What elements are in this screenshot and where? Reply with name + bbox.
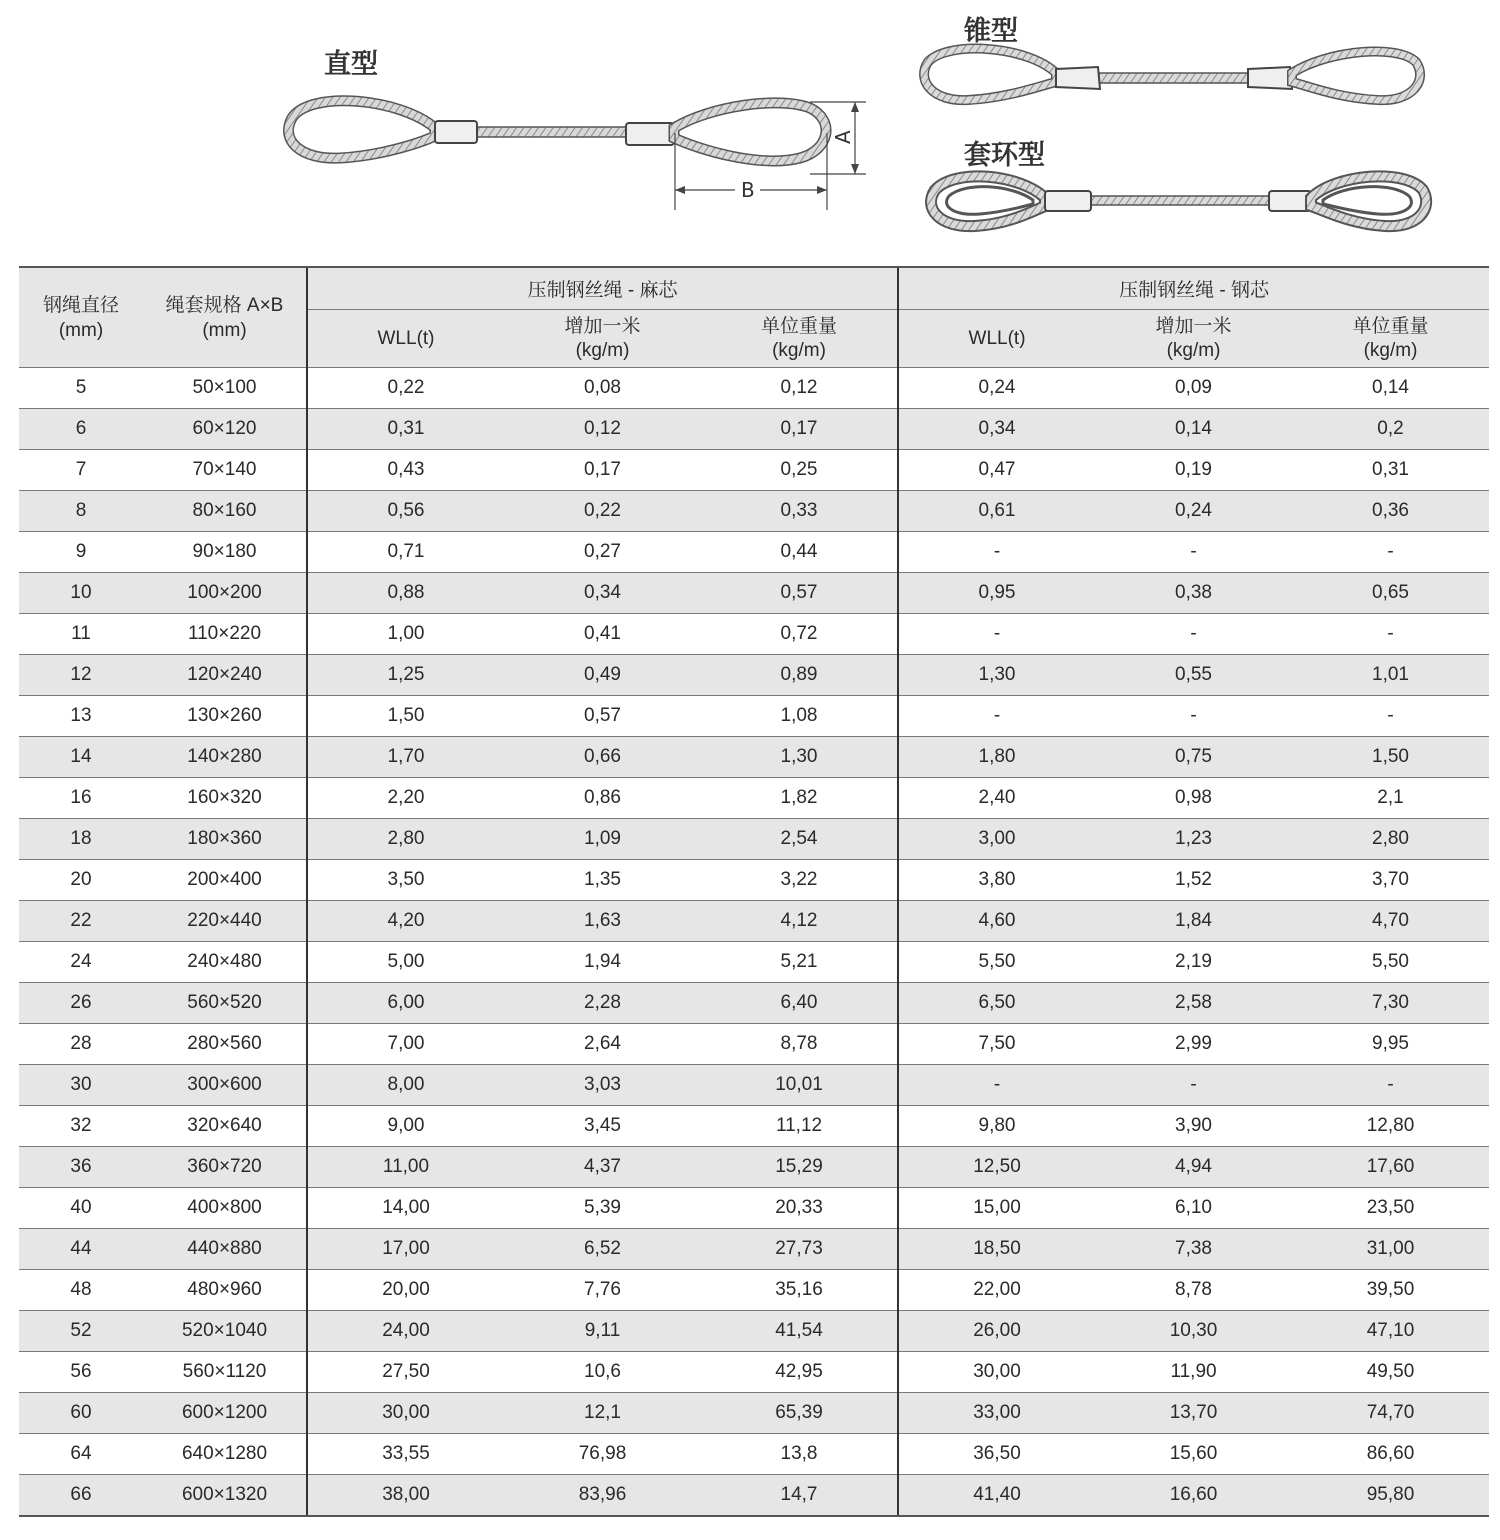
rope-body <box>476 127 626 137</box>
fiber-unit-weight-cell: 0,25 <box>701 450 898 491</box>
table-row <box>19 860 1489 901</box>
steel-unit-weight-cell: 0,31 <box>1292 450 1489 491</box>
right-taper-ferrule <box>1248 67 1292 89</box>
fiber-wll-cell: 2,80 <box>307 819 504 860</box>
fiber-wll-cell: 0,88 <box>307 573 504 614</box>
size-cell: 90×180 <box>143 532 307 573</box>
size-cell: 70×140 <box>143 450 307 491</box>
table-row <box>19 655 1489 696</box>
steel-wll-cell: 1,30 <box>898 655 1095 696</box>
steel-add-meter-cell: 0,14 <box>1095 409 1292 450</box>
fiber-add-meter-cell: 0,27 <box>504 532 701 573</box>
diameter-cell: 20 <box>19 860 143 901</box>
table-row <box>19 450 1489 491</box>
dimension-a-label: A <box>831 130 855 144</box>
fiber-wll-cell: 11,00 <box>307 1147 504 1188</box>
steel-wll-cell: - <box>898 696 1095 737</box>
table-row <box>19 1065 1489 1106</box>
fiber-wll-cell: 24,00 <box>307 1311 504 1352</box>
steel-wll-cell: 7,50 <box>898 1024 1095 1065</box>
steel-wll-cell: 33,00 <box>898 1393 1095 1434</box>
steel-add-meter-cell: 0,75 <box>1095 737 1292 778</box>
steel-unit-weight-header: 单位重量 (kg/m) <box>1292 310 1489 368</box>
fiber-add-meter-cell: 0,12 <box>504 409 701 450</box>
diameter-cell: 30 <box>19 1065 143 1106</box>
table-row <box>19 1434 1489 1475</box>
fiber-add-meter-cell: 0,41 <box>504 614 701 655</box>
table-row <box>19 901 1489 942</box>
left-thimble-ferrule <box>1045 191 1091 211</box>
steel-unit-weight-cell: 86,60 <box>1292 1434 1489 1475</box>
fiber-unit-weight-cell: 3,22 <box>701 860 898 901</box>
fiber-wll-cell: 14,00 <box>307 1188 504 1229</box>
diameter-cell: 24 <box>19 942 143 983</box>
diameter-cell: 5 <box>19 368 143 409</box>
steel-unit-weight-cell: 9,95 <box>1292 1024 1489 1065</box>
diameter-cell: 32 <box>19 1106 143 1147</box>
table-row <box>19 1311 1489 1352</box>
steel-wll-cell: 0,47 <box>898 450 1095 491</box>
fiber-wll-cell: 17,00 <box>307 1229 504 1270</box>
diameter-cell: 28 <box>19 1024 143 1065</box>
taper-sling-illustration <box>918 40 1438 120</box>
size-cell: 280×560 <box>143 1024 307 1065</box>
fiber-add-meter-cell: 12,1 <box>504 1393 701 1434</box>
steel-wll-cell: 41,40 <box>898 1475 1095 1517</box>
size-header: 绳套规格 A×B (mm) <box>143 267 307 368</box>
fiber-wll-cell: 33,55 <box>307 1434 504 1475</box>
fiber-wll-cell: 1,70 <box>307 737 504 778</box>
size-cell: 440×880 <box>143 1229 307 1270</box>
steel-add-meter-cell: - <box>1095 696 1292 737</box>
steel-unit-weight-cell: 0,36 <box>1292 491 1489 532</box>
steel-unit-weight-cell: 7,30 <box>1292 983 1489 1024</box>
fiber-add-meter-cell: 1,09 <box>504 819 701 860</box>
diameter-cell: 56 <box>19 1352 143 1393</box>
table-row <box>19 942 1489 983</box>
size-cell: 600×1200 <box>143 1393 307 1434</box>
right-eye-loop <box>674 103 826 161</box>
steel-add-meter-cell: 0,09 <box>1095 368 1292 409</box>
steel-add-meter-cell: 13,70 <box>1095 1393 1292 1434</box>
steel-add-meter-cell: 16,60 <box>1095 1475 1292 1517</box>
fiber-unit-weight-cell: 13,8 <box>701 1434 898 1475</box>
steel-wll-cell: 4,60 <box>898 901 1095 942</box>
fiber-wll-cell: 20,00 <box>307 1270 504 1311</box>
table-row <box>19 1024 1489 1065</box>
fiber-wll-cell: 1,00 <box>307 614 504 655</box>
straight-type-label: 直型 <box>324 49 378 80</box>
steel-add-meter-cell: 4,94 <box>1095 1147 1292 1188</box>
steel-unit-weight-cell: 1,50 <box>1292 737 1489 778</box>
steel-wll-cell: 1,80 <box>898 737 1095 778</box>
fiber-add-meter-cell: 4,37 <box>504 1147 701 1188</box>
size-cell: 160×320 <box>143 778 307 819</box>
steel-unit-weight-cell: - <box>1292 1065 1489 1106</box>
diameter-cell: 9 <box>19 532 143 573</box>
fiber-add-meter-cell: 83,96 <box>504 1475 701 1517</box>
fiber-wll-cell: 0,31 <box>307 409 504 450</box>
fiber-unit-weight-cell: 0,57 <box>701 573 898 614</box>
steel-unit-weight-cell: 47,10 <box>1292 1311 1489 1352</box>
steel-wll-cell: - <box>898 1065 1095 1106</box>
table-row <box>19 1352 1489 1393</box>
steel-unit-weight-cell: 0,2 <box>1292 409 1489 450</box>
steel-unit-weight-cell: 31,00 <box>1292 1229 1489 1270</box>
steel-unit-weight-cell: 2,1 <box>1292 778 1489 819</box>
fiber-add-meter-cell: 0,17 <box>504 450 701 491</box>
fiber-unit-weight-cell: 1,08 <box>701 696 898 737</box>
thimble-sling-illustration <box>925 166 1435 238</box>
table-row <box>19 1270 1489 1311</box>
table-row <box>19 409 1489 450</box>
diameter-cell: 8 <box>19 491 143 532</box>
fiber-unit-weight-cell: 10,01 <box>701 1065 898 1106</box>
table-row <box>19 1393 1489 1434</box>
fiber-wll-cell: 0,71 <box>307 532 504 573</box>
fiber-wll-header: WLL(t) <box>307 310 504 368</box>
diameter-cell: 7 <box>19 450 143 491</box>
steel-unit-weight-cell: 2,80 <box>1292 819 1489 860</box>
steel-add-meter-cell: 7,38 <box>1095 1229 1292 1270</box>
fiber-add-meter-cell: 0,66 <box>504 737 701 778</box>
table-row <box>19 614 1489 655</box>
fiber-add-meter-cell: 6,52 <box>504 1229 701 1270</box>
size-cell: 180×360 <box>143 819 307 860</box>
steel-add-meter-cell: 0,98 <box>1095 778 1292 819</box>
size-cell: 130×260 <box>143 696 307 737</box>
fiber-add-meter-cell: 1,94 <box>504 942 701 983</box>
diameter-cell: 22 <box>19 901 143 942</box>
fiber-unit-weight-cell: 1,82 <box>701 778 898 819</box>
fiber-add-meter-cell: 5,39 <box>504 1188 701 1229</box>
steel-wll-cell: 0,24 <box>898 368 1095 409</box>
steel-wll-cell: 0,95 <box>898 573 1095 614</box>
fiber-add-meter-cell: 76,98 <box>504 1434 701 1475</box>
thimble-type-label: 套环型 <box>964 140 1045 171</box>
fiber-add-meter-cell: 0,57 <box>504 696 701 737</box>
fiber-wll-cell: 30,00 <box>307 1393 504 1434</box>
size-cell: 480×960 <box>143 1270 307 1311</box>
size-cell: 560×1120 <box>143 1352 307 1393</box>
steel-wll-cell: 2,40 <box>898 778 1095 819</box>
table-row <box>19 1188 1489 1229</box>
steel-add-meter-cell: 10,30 <box>1095 1311 1292 1352</box>
steel-unit-weight-cell: 1,01 <box>1292 655 1489 696</box>
fiber-unit-weight-cell: 0,89 <box>701 655 898 696</box>
steel-wll-cell: 30,00 <box>898 1352 1095 1393</box>
size-cell: 560×520 <box>143 983 307 1024</box>
steel-add-meter-cell: 2,19 <box>1095 942 1292 983</box>
specification-table <box>19 266 1489 1517</box>
fiber-unit-weight-cell: 0,33 <box>701 491 898 532</box>
steel-add-meter-cell: 1,84 <box>1095 901 1292 942</box>
fiber-add-meter-cell: 3,03 <box>504 1065 701 1106</box>
table-row <box>19 532 1489 573</box>
table-row <box>19 491 1489 532</box>
right-ferrule <box>626 123 674 145</box>
fiber-unit-weight-cell: 4,12 <box>701 901 898 942</box>
diameter-cell: 16 <box>19 778 143 819</box>
size-cell: 120×240 <box>143 655 307 696</box>
fiber-add-meter-cell: 1,35 <box>504 860 701 901</box>
table-row <box>19 819 1489 860</box>
steel-wll-cell: 36,50 <box>898 1434 1095 1475</box>
fiber-wll-cell: 38,00 <box>307 1475 504 1517</box>
diameter-cell: 11 <box>19 614 143 655</box>
diameter-cell: 52 <box>19 1311 143 1352</box>
fiber-wll-cell: 27,50 <box>307 1352 504 1393</box>
table-row <box>19 573 1489 614</box>
steel-add-meter-cell: 3,90 <box>1095 1106 1292 1147</box>
fiber-add-meter-cell: 0,86 <box>504 778 701 819</box>
fiber-add-meter-cell: 0,49 <box>504 655 701 696</box>
fiber-core-group-header: 压制钢丝绳 - 麻芯 <box>307 267 898 310</box>
steel-wll-cell: 6,50 <box>898 983 1095 1024</box>
diameter-cell: 18 <box>19 819 143 860</box>
table-row <box>19 696 1489 737</box>
fiber-unit-weight-cell: 15,29 <box>701 1147 898 1188</box>
steel-unit-weight-cell: - <box>1292 614 1489 655</box>
fiber-add-meter-cell: 1,63 <box>504 901 701 942</box>
left-taper-ferrule <box>1056 67 1100 89</box>
fiber-add-meter-cell: 7,76 <box>504 1270 701 1311</box>
size-cell: 50×100 <box>143 368 307 409</box>
fiber-unit-weight-cell: 35,16 <box>701 1270 898 1311</box>
table-body <box>19 368 1489 1517</box>
fiber-wll-cell: 9,00 <box>307 1106 504 1147</box>
steel-unit-weight-cell: 0,65 <box>1292 573 1489 614</box>
table-row <box>19 778 1489 819</box>
size-cell: 200×400 <box>143 860 307 901</box>
size-cell: 110×220 <box>143 614 307 655</box>
steel-unit-weight-cell: - <box>1292 532 1489 573</box>
diameter-cell: 44 <box>19 1229 143 1270</box>
table-row <box>19 368 1489 409</box>
fiber-unit-weight-cell: 14,7 <box>701 1475 898 1517</box>
fiber-wll-cell: 4,20 <box>307 901 504 942</box>
steel-add-meter-header: 增加一米 (kg/m) <box>1095 310 1292 368</box>
steel-add-meter-cell: 0,24 <box>1095 491 1292 532</box>
size-cell: 240×480 <box>143 942 307 983</box>
diameter-cell: 60 <box>19 1393 143 1434</box>
fiber-unit-weight-cell: 41,54 <box>701 1311 898 1352</box>
steel-add-meter-cell: 2,99 <box>1095 1024 1292 1065</box>
steel-unit-weight-cell: 23,50 <box>1292 1188 1489 1229</box>
diameter-cell: 14 <box>19 737 143 778</box>
steel-add-meter-cell: 0,55 <box>1095 655 1292 696</box>
steel-unit-weight-cell: 12,80 <box>1292 1106 1489 1147</box>
size-cell: 320×640 <box>143 1106 307 1147</box>
fiber-unit-weight-cell: 5,21 <box>701 942 898 983</box>
steel-unit-weight-cell: 17,60 <box>1292 1147 1489 1188</box>
fiber-add-meter-header: 增加一米 (kg/m) <box>504 310 701 368</box>
fiber-wll-cell: 0,43 <box>307 450 504 491</box>
diameter-cell: 66 <box>19 1475 143 1517</box>
steel-core-group-header: 压制钢丝绳 - 钢芯 <box>898 267 1489 310</box>
size-cell: 60×120 <box>143 409 307 450</box>
steel-add-meter-cell: 6,10 <box>1095 1188 1292 1229</box>
steel-add-meter-cell: 2,58 <box>1095 983 1292 1024</box>
fiber-unit-weight-cell: 6,40 <box>701 983 898 1024</box>
fiber-unit-weight-cell: 2,54 <box>701 819 898 860</box>
fiber-wll-cell: 6,00 <box>307 983 504 1024</box>
steel-wll-cell: 0,34 <box>898 409 1095 450</box>
steel-add-meter-cell: - <box>1095 532 1292 573</box>
steel-add-meter-cell: 0,38 <box>1095 573 1292 614</box>
diameter-cell: 12 <box>19 655 143 696</box>
steel-unit-weight-cell: 74,70 <box>1292 1393 1489 1434</box>
steel-add-meter-cell: 1,23 <box>1095 819 1292 860</box>
steel-unit-weight-cell: 49,50 <box>1292 1352 1489 1393</box>
left-ferrule <box>435 121 477 143</box>
table-row <box>19 1147 1489 1188</box>
steel-add-meter-cell: 1,52 <box>1095 860 1292 901</box>
steel-add-meter-cell: 0,19 <box>1095 450 1292 491</box>
straight-sling-illustration <box>280 88 900 218</box>
fiber-unit-weight-cell: 11,12 <box>701 1106 898 1147</box>
steel-wll-cell: 15,00 <box>898 1188 1095 1229</box>
fiber-add-meter-cell: 3,45 <box>504 1106 701 1147</box>
fiber-unit-weight-header: 单位重量 (kg/m) <box>701 310 898 368</box>
steel-wll-cell: 18,50 <box>898 1229 1095 1270</box>
steel-wll-cell: 26,00 <box>898 1311 1095 1352</box>
steel-wll-cell: 12,50 <box>898 1147 1095 1188</box>
steel-wll-cell: - <box>898 532 1095 573</box>
fiber-unit-weight-cell: 65,39 <box>701 1393 898 1434</box>
dimension-b-label: B <box>741 178 755 202</box>
fiber-wll-cell: 5,00 <box>307 942 504 983</box>
diameter-cell: 40 <box>19 1188 143 1229</box>
fiber-add-meter-cell: 0,22 <box>504 491 701 532</box>
size-cell: 100×200 <box>143 573 307 614</box>
steel-unit-weight-cell: 5,50 <box>1292 942 1489 983</box>
table-row <box>19 1106 1489 1147</box>
size-cell: 140×280 <box>143 737 307 778</box>
fiber-unit-weight-cell: 42,95 <box>701 1352 898 1393</box>
fiber-wll-cell: 1,25 <box>307 655 504 696</box>
steel-wll-cell: - <box>898 614 1095 655</box>
size-cell: 520×1040 <box>143 1311 307 1352</box>
fiber-unit-weight-cell: 1,30 <box>701 737 898 778</box>
fiber-unit-weight-cell: 27,73 <box>701 1229 898 1270</box>
fiber-wll-cell: 0,22 <box>307 368 504 409</box>
fiber-wll-cell: 8,00 <box>307 1065 504 1106</box>
fiber-add-meter-cell: 0,08 <box>504 368 701 409</box>
diameter-cell: 6 <box>19 409 143 450</box>
steel-unit-weight-cell: 95,80 <box>1292 1475 1489 1517</box>
size-cell: 360×720 <box>143 1147 307 1188</box>
steel-add-meter-cell: 11,90 <box>1095 1352 1292 1393</box>
steel-wll-cell: 22,00 <box>898 1270 1095 1311</box>
steel-add-meter-cell: 15,60 <box>1095 1434 1292 1475</box>
size-cell: 640×1280 <box>143 1434 307 1475</box>
steel-unit-weight-cell: 3,70 <box>1292 860 1489 901</box>
steel-wll-cell: 9,80 <box>898 1106 1095 1147</box>
fiber-unit-weight-cell: 0,44 <box>701 532 898 573</box>
diameter-cell: 26 <box>19 983 143 1024</box>
fiber-wll-cell: 7,00 <box>307 1024 504 1065</box>
diameter-cell: 64 <box>19 1434 143 1475</box>
fiber-add-meter-cell: 9,11 <box>504 1311 701 1352</box>
diameter-header: 钢绳直径 (mm) <box>19 267 143 368</box>
steel-unit-weight-cell: 39,50 <box>1292 1270 1489 1311</box>
steel-wll-cell: 3,00 <box>898 819 1095 860</box>
steel-unit-weight-cell: 4,70 <box>1292 901 1489 942</box>
size-cell: 220×440 <box>143 901 307 942</box>
table-row <box>19 1229 1489 1270</box>
steel-add-meter-cell: - <box>1095 614 1292 655</box>
diameter-cell: 13 <box>19 696 143 737</box>
steel-unit-weight-cell: - <box>1292 696 1489 737</box>
steel-wll-cell: 5,50 <box>898 942 1095 983</box>
fiber-wll-cell: 0,56 <box>307 491 504 532</box>
fiber-unit-weight-cell: 8,78 <box>701 1024 898 1065</box>
fiber-add-meter-cell: 2,28 <box>504 983 701 1024</box>
steel-wll-cell: 3,80 <box>898 860 1095 901</box>
right-thimble-ferrule <box>1269 191 1311 211</box>
table-row <box>19 737 1489 778</box>
steel-add-meter-cell: - <box>1095 1065 1292 1106</box>
fiber-add-meter-cell: 2,64 <box>504 1024 701 1065</box>
taper-type-label: 锥型 <box>964 16 1018 47</box>
diameter-cell: 48 <box>19 1270 143 1311</box>
diameter-cell: 36 <box>19 1147 143 1188</box>
size-cell: 300×600 <box>143 1065 307 1106</box>
fiber-unit-weight-cell: 0,72 <box>701 614 898 655</box>
size-cell: 80×160 <box>143 491 307 532</box>
diameter-cell: 10 <box>19 573 143 614</box>
steel-wll-header: WLL(t) <box>898 310 1095 368</box>
steel-unit-weight-cell: 0,14 <box>1292 368 1489 409</box>
fiber-unit-weight-cell: 20,33 <box>701 1188 898 1229</box>
table-row <box>19 1475 1489 1517</box>
table-row <box>19 983 1489 1024</box>
fiber-unit-weight-cell: 0,12 <box>701 368 898 409</box>
steel-add-meter-cell: 8,78 <box>1095 1270 1292 1311</box>
size-cell: 600×1320 <box>143 1475 307 1517</box>
fiber-wll-cell: 2,20 <box>307 778 504 819</box>
fiber-add-meter-cell: 0,34 <box>504 573 701 614</box>
steel-wll-cell: 0,61 <box>898 491 1095 532</box>
fiber-wll-cell: 1,50 <box>307 696 504 737</box>
size-cell: 400×800 <box>143 1188 307 1229</box>
fiber-wll-cell: 3,50 <box>307 860 504 901</box>
fiber-add-meter-cell: 10,6 <box>504 1352 701 1393</box>
fiber-unit-weight-cell: 0,17 <box>701 409 898 450</box>
